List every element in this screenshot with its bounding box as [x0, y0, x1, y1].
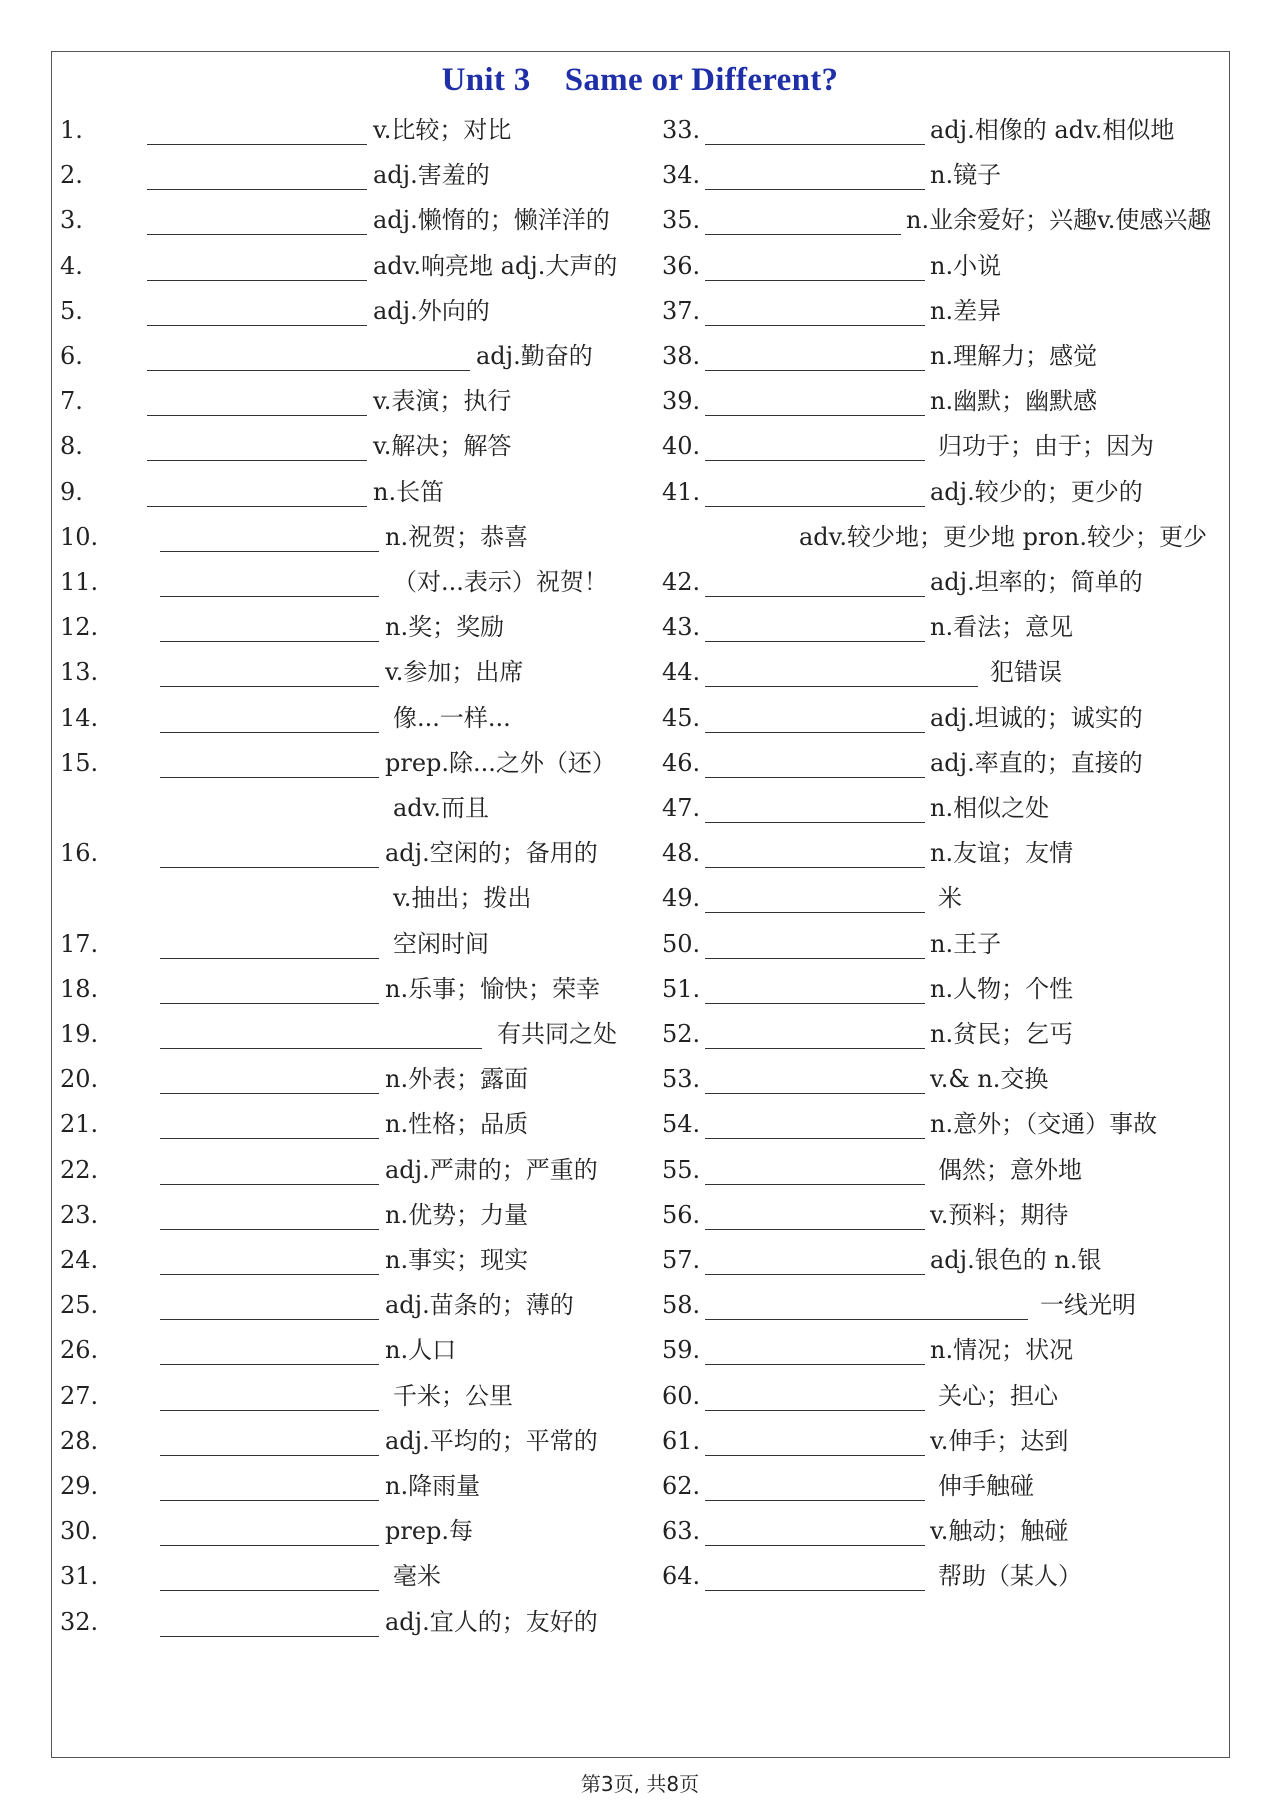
vocab-row	[60, 515, 620, 560]
answer-blank[interactable]	[705, 732, 925, 733]
definition-text: 毫米	[393, 1562, 441, 1591]
definition-text: 伸手触碰	[938, 1472, 1034, 1500]
definition-text: 空闲时间	[393, 929, 489, 958]
item-number: 11.	[60, 568, 99, 596]
item-number: 50.	[662, 929, 701, 958]
item-number: 3.	[60, 206, 83, 235]
answer-blank[interactable]	[705, 1048, 925, 1049]
definition-text: n.祝贺；恭喜	[385, 522, 529, 551]
vocab-row	[60, 1600, 620, 1645]
definition-text: v.表演；执行	[373, 387, 512, 416]
definition-text: adj.害羞的	[373, 161, 490, 190]
answer-blank[interactable]	[160, 1184, 379, 1185]
answer-blank[interactable]	[160, 1319, 379, 1320]
item-number: 54.	[662, 1110, 701, 1139]
definition-text: prep.除...之外（还）	[385, 748, 616, 777]
definition-text: n.人物；个性	[930, 974, 1074, 1003]
definition-text: 米	[938, 884, 962, 913]
vocab-row	[60, 153, 620, 198]
answer-blank[interactable]	[160, 1364, 379, 1365]
definition-text: n.降雨量	[385, 1472, 481, 1500]
item-number: 16.	[60, 839, 99, 868]
vocab-row	[60, 741, 620, 786]
item-number: 52.	[662, 1020, 701, 1048]
vocab-row	[662, 334, 1222, 379]
answer-blank[interactable]	[160, 596, 379, 597]
definition-text: 犯错误	[990, 658, 1062, 687]
vocab-row	[60, 876, 620, 921]
item-number: 32.	[60, 1607, 99, 1636]
vocab-row	[662, 1374, 1222, 1419]
vocab-row	[662, 696, 1222, 741]
vocab-row	[662, 650, 1222, 695]
definition-text: adj.宜人的；友好的	[385, 1607, 598, 1636]
vocab-row	[662, 1419, 1222, 1464]
answer-blank[interactable]	[705, 596, 925, 597]
definition-text: v.解决；解答	[373, 432, 512, 461]
vocab-row	[662, 198, 1222, 243]
answer-blank[interactable]	[705, 144, 925, 145]
item-number: 1.	[60, 116, 83, 144]
definition-text: n.王子	[930, 929, 1002, 958]
item-number: 21.	[60, 1110, 99, 1139]
answer-blank[interactable]	[160, 1274, 379, 1275]
answer-blank[interactable]	[160, 1455, 379, 1456]
vocab-row	[662, 560, 1222, 605]
answer-blank[interactable]	[705, 325, 925, 326]
definition-text: adj.勤奋的	[476, 342, 593, 370]
vocab-row	[60, 696, 620, 741]
item-number: 34.	[662, 161, 701, 190]
vocab-row	[662, 1238, 1222, 1283]
item-number: 33.	[662, 116, 701, 144]
item-number: 25.	[60, 1291, 99, 1320]
page-footer: 第3页, 共8页	[580, 1772, 700, 1796]
vocab-row	[60, 1057, 620, 1102]
vocab-row	[60, 379, 620, 424]
vocab-row	[60, 1193, 620, 1238]
item-number: 41.	[662, 477, 701, 506]
answer-blank[interactable]	[147, 325, 367, 326]
item-number: 9.	[60, 477, 83, 506]
vocab-row	[60, 1419, 620, 1464]
definition-text: n.外表；露面	[385, 1065, 529, 1094]
vocab-row	[662, 1057, 1222, 1102]
item-number: 22.	[60, 1155, 99, 1184]
definition-text: n.优势；力量	[385, 1200, 529, 1229]
answer-blank[interactable]	[147, 460, 367, 461]
answer-blank[interactable]	[147, 234, 367, 235]
vocab-row	[662, 922, 1222, 967]
definition-text: n.业余爱好；兴趣v.使感兴趣	[906, 206, 1212, 235]
item-number: 44.	[662, 658, 701, 687]
answer-blank[interactable]	[705, 370, 925, 371]
item-number: 36.	[662, 251, 701, 280]
definition-text: 归功于；由于；因为	[938, 432, 1154, 461]
item-number: 30.	[60, 1517, 99, 1546]
item-number: 17.	[60, 929, 99, 958]
item-number: 51.	[662, 974, 701, 1003]
answer-blank[interactable]	[705, 1274, 925, 1275]
answer-blank[interactable]	[147, 370, 470, 371]
answer-blank[interactable]	[705, 1364, 925, 1365]
vocab-row	[60, 1374, 620, 1419]
definition-text: adj.懒惰的；懒洋洋的	[373, 206, 610, 235]
definition-text: n.乐事；愉快；荣幸	[385, 974, 601, 1003]
answer-blank[interactable]	[705, 415, 925, 416]
definition-text: n.镜子	[930, 161, 1002, 190]
answer-blank[interactable]	[705, 1003, 925, 1004]
vocab-row	[60, 108, 620, 153]
vocab-row	[60, 470, 620, 515]
item-number: 24.	[60, 1246, 99, 1274]
vocab-row	[662, 1012, 1222, 1057]
vocab-row	[60, 1238, 620, 1283]
answer-blank[interactable]	[160, 1590, 379, 1591]
item-number: 46.	[662, 748, 701, 777]
item-number: 56.	[662, 1200, 701, 1229]
vocab-row	[662, 424, 1222, 469]
answer-blank[interactable]	[160, 1500, 379, 1501]
answer-blank[interactable]	[160, 732, 379, 733]
vocab-row	[662, 1193, 1222, 1238]
definition-text: n.情况；状况	[930, 1336, 1074, 1365]
definition-text: n.奖；奖励	[385, 613, 505, 642]
definition-text: adj.坦诚的；诚实的	[930, 703, 1143, 732]
answer-blank[interactable]	[160, 641, 379, 642]
answer-blank[interactable]	[705, 280, 925, 281]
vocab-row	[60, 334, 620, 379]
definition-text: adv.较少地；更少地 pron.较少；更少	[799, 522, 1208, 551]
definition-text: adj.银色的 n.银	[930, 1246, 1102, 1274]
vocab-row	[662, 1328, 1222, 1373]
vocab-row	[662, 153, 1222, 198]
item-number: 58.	[662, 1291, 701, 1320]
item-number: 2.	[60, 161, 83, 190]
vocab-row	[60, 1102, 620, 1147]
definition-text: n.人口	[385, 1336, 457, 1365]
answer-blank[interactable]	[705, 1410, 925, 1411]
item-number: 35.	[662, 206, 701, 235]
item-number: 27.	[60, 1381, 99, 1410]
item-number: 4.	[60, 251, 83, 280]
item-number: 62.	[662, 1472, 701, 1500]
definition-text: 一线光明	[1040, 1291, 1136, 1320]
answer-blank[interactable]	[705, 1545, 925, 1546]
definition-text: n.看法；意见	[930, 613, 1074, 642]
page-title: Unit 3 Same or Different?	[441, 62, 839, 98]
vocab-row	[60, 1554, 620, 1599]
answer-blank[interactable]	[160, 1636, 379, 1637]
answer-blank[interactable]	[160, 1048, 482, 1049]
item-number: 39.	[662, 387, 701, 416]
definition-text: adj.较少的；更少的	[930, 477, 1143, 506]
item-number: 60.	[662, 1381, 701, 1410]
vocab-row	[662, 515, 1222, 560]
answer-blank[interactable]	[147, 280, 367, 281]
answer-blank[interactable]	[147, 415, 367, 416]
definition-text: （对...表示）祝贺！	[393, 568, 608, 596]
item-number: 64.	[662, 1562, 701, 1591]
item-number: 8.	[60, 432, 83, 461]
definition-text: n.差异	[930, 296, 1002, 325]
vocab-row	[662, 289, 1222, 334]
definition-text: n.幽默；幽默感	[930, 387, 1098, 416]
answer-blank[interactable]	[705, 1319, 1028, 1320]
definition-text: n.长笛	[373, 477, 445, 506]
item-number: 15.	[60, 748, 99, 777]
item-number: 48.	[662, 839, 701, 868]
vocab-row	[662, 244, 1222, 289]
vocab-row	[60, 1148, 620, 1193]
definition-text: 像...一样...	[393, 703, 511, 732]
definition-text: adj.严肃的；严重的	[385, 1155, 598, 1184]
item-number: 13.	[60, 658, 99, 687]
item-number: 5.	[60, 296, 83, 325]
definition-text: adj.苗条的；薄的	[385, 1291, 574, 1320]
item-number: 57.	[662, 1246, 701, 1274]
item-number: 19.	[60, 1020, 99, 1048]
item-number: 18.	[60, 974, 99, 1003]
definition-text: adj.率直的；直接的	[930, 748, 1143, 777]
definition-text: v.& n.交换	[930, 1065, 1049, 1094]
answer-blank[interactable]	[160, 1410, 379, 1411]
vocab-row	[60, 560, 620, 605]
answer-blank[interactable]	[705, 1184, 925, 1185]
answer-blank[interactable]	[705, 1093, 925, 1094]
answer-blank[interactable]	[705, 234, 901, 235]
answer-blank[interactable]	[705, 1590, 925, 1591]
definition-text: v.预料；期待	[930, 1200, 1069, 1229]
definition-text: n.意外；（交通）事故	[930, 1110, 1158, 1139]
item-number: 37.	[662, 296, 701, 325]
answer-blank[interactable]	[160, 1229, 379, 1230]
answer-blank[interactable]	[160, 958, 379, 959]
vocab-row	[662, 1283, 1222, 1328]
definition-text: adj.空闲的；备用的	[385, 839, 598, 868]
answer-blank[interactable]	[705, 506, 925, 507]
answer-blank[interactable]	[705, 1229, 925, 1230]
item-number: 12.	[60, 613, 99, 642]
answer-blank[interactable]	[147, 144, 367, 145]
item-number: 55.	[662, 1155, 701, 1184]
vocab-row	[60, 1012, 620, 1057]
vocab-row	[60, 244, 620, 289]
answer-blank[interactable]	[705, 867, 925, 868]
answer-blank[interactable]	[705, 686, 978, 687]
item-number: 49.	[662, 884, 701, 913]
answer-blank[interactable]	[160, 867, 379, 868]
item-number: 31.	[60, 1562, 99, 1591]
vocab-row	[60, 1283, 620, 1328]
item-number: 59.	[662, 1336, 701, 1365]
item-number: 42.	[662, 568, 701, 596]
answer-blank[interactable]	[705, 641, 925, 642]
vocab-row	[662, 470, 1222, 515]
vocab-row	[662, 876, 1222, 921]
vocab-row	[662, 786, 1222, 831]
item-number: 63.	[662, 1517, 701, 1546]
vocab-row	[60, 198, 620, 243]
answer-blank[interactable]	[160, 1545, 379, 1546]
answer-blank[interactable]	[160, 551, 379, 552]
definition-text: n.相似之处	[930, 794, 1050, 822]
definition-text: adj.坦率的；简单的	[930, 568, 1143, 596]
definition-text: 关心；担心	[938, 1381, 1058, 1410]
vocab-row	[60, 1509, 620, 1554]
answer-blank[interactable]	[160, 1138, 379, 1139]
item-number: 45.	[662, 703, 701, 732]
vocab-row	[662, 967, 1222, 1012]
item-number: 43.	[662, 613, 701, 642]
vocab-row	[60, 967, 620, 1012]
item-number: 28.	[60, 1426, 99, 1455]
item-number: 47.	[662, 794, 701, 822]
vocab-row	[60, 831, 620, 876]
vocab-row	[662, 1102, 1222, 1147]
answer-blank[interactable]	[705, 777, 925, 778]
definition-text: adv.而且	[393, 794, 490, 822]
item-number: 7.	[60, 387, 83, 416]
definition-text: prep.每	[385, 1517, 474, 1546]
vocab-row	[662, 1464, 1222, 1509]
definition-text: 千米；公里	[393, 1381, 513, 1410]
definition-text: 有共同之处	[497, 1020, 617, 1048]
definition-text: n.小说	[930, 251, 1002, 280]
vocab-row	[662, 108, 1222, 153]
answer-blank[interactable]	[705, 958, 925, 959]
answer-blank[interactable]	[705, 460, 925, 461]
definition-text: n.性格；品质	[385, 1110, 529, 1139]
answer-blank[interactable]	[160, 777, 379, 778]
definition-text: v.比较；对比	[373, 116, 512, 144]
answer-blank[interactable]	[705, 912, 925, 913]
item-number: 10.	[60, 522, 99, 551]
vocab-row	[60, 922, 620, 967]
definition-text: v.抽出；拨出	[393, 884, 532, 913]
item-number: 14.	[60, 703, 99, 732]
answer-blank[interactable]	[160, 1003, 379, 1004]
answer-blank[interactable]	[705, 1455, 925, 1456]
item-number: 61.	[662, 1426, 701, 1455]
definition-text: adj.平均的；平常的	[385, 1426, 598, 1455]
item-number: 26.	[60, 1336, 99, 1365]
definition-text: 帮助（某人）	[938, 1562, 1082, 1591]
definition-text: n.理解力；感觉	[930, 342, 1098, 370]
item-number: 53.	[662, 1065, 701, 1094]
vocab-row	[662, 379, 1222, 424]
vocab-row	[60, 289, 620, 334]
item-number: 40.	[662, 432, 701, 461]
definition-text: adj.外向的	[373, 296, 490, 325]
vocab-row	[60, 650, 620, 695]
item-number: 23.	[60, 1200, 99, 1229]
definition-text: 偶然；意外地	[938, 1155, 1082, 1184]
definition-text: v.伸手；达到	[930, 1426, 1069, 1455]
item-number: 20.	[60, 1065, 99, 1094]
item-number: 6.	[60, 342, 83, 370]
definition-text: adj.相像的 adv.相似地	[930, 116, 1175, 144]
definition-text: n.友谊；友情	[930, 839, 1074, 868]
item-number: 29.	[60, 1472, 99, 1500]
definition-text: v.参加；出席	[385, 658, 524, 687]
answer-blank[interactable]	[147, 189, 367, 190]
definition-text: adv.响亮地 adj.大声的	[373, 251, 618, 280]
answer-blank[interactable]	[160, 1093, 379, 1094]
answer-blank[interactable]	[705, 822, 925, 823]
vocab-row	[662, 831, 1222, 876]
vocab-row	[60, 1464, 620, 1509]
definition-text: v.触动；触碰	[930, 1517, 1069, 1546]
answer-blank[interactable]	[160, 686, 379, 687]
vocab-row	[60, 1328, 620, 1373]
definition-text: n.贫民；乞丐	[930, 1020, 1074, 1048]
answer-blank[interactable]	[147, 506, 367, 507]
vocab-row	[662, 605, 1222, 650]
vocab-row	[662, 1148, 1222, 1193]
answer-blank[interactable]	[705, 1500, 925, 1501]
item-number: 38.	[662, 342, 701, 370]
vocab-row	[662, 1554, 1222, 1599]
vocab-row	[662, 1509, 1222, 1554]
vocab-row	[60, 605, 620, 650]
answer-blank[interactable]	[705, 1138, 925, 1139]
vocab-row	[60, 424, 620, 469]
vocab-row	[662, 741, 1222, 786]
answer-blank[interactable]	[705, 189, 925, 190]
definition-text: n.事实；现实	[385, 1246, 529, 1274]
vocab-row	[60, 786, 620, 831]
